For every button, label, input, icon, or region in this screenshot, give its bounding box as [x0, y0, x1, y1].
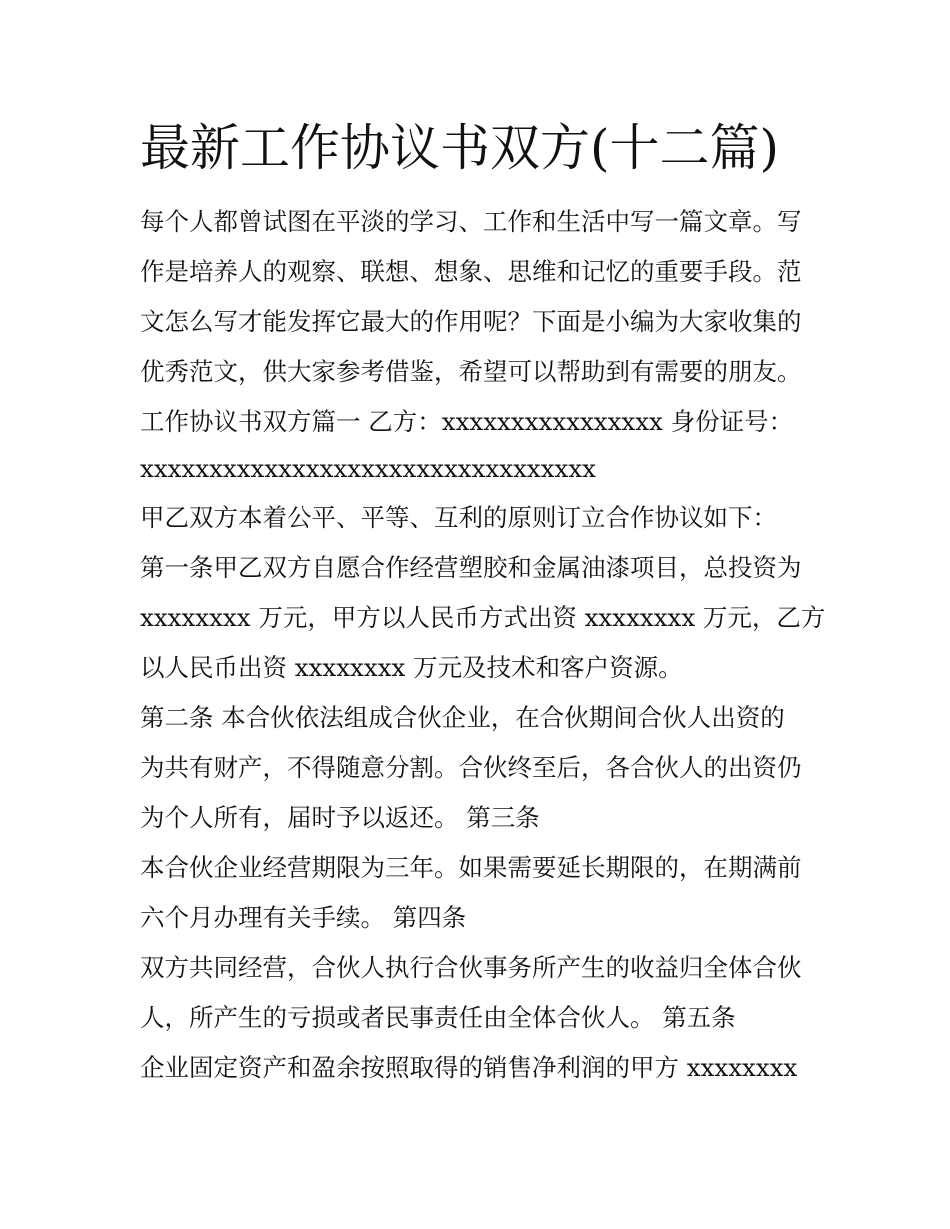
paragraph-line: xxxxxxxx 万元，甲方以人民币方式出资 xxxxxxxx 万元，乙方	[140, 603, 826, 632]
paragraph-line: 第一条甲乙双方自愿合作经营塑胶和金属油漆项目，总投资为	[140, 553, 802, 582]
paragraph-line: 文怎么写才能发挥它最大的作用呢？下面是小编为大家收集的	[140, 307, 802, 336]
paragraph-line: 以人民币出资 xxxxxxxx 万元及技术和客户资源。	[140, 653, 683, 682]
paragraph-line: 第二条 本合伙依法组成合伙企业，在合伙期间合伙人出资的	[140, 703, 785, 732]
paragraph-line: 双方共同经营，合伙人执行合伙事务所产生的收益归全体合伙	[140, 953, 802, 982]
paragraph-line: 作是培养人的观察、联想、想象、思维和记忆的重要手段。范	[140, 257, 802, 286]
paragraph-line: 人，所产生的亏损或者民事责任由全体合伙人。 第五条	[140, 1003, 736, 1032]
paragraph-line: 每个人都曾试图在平淡的学习、工作和生活中写一篇文章。写	[140, 207, 802, 236]
document-title: 最新工作协议书双方(十二篇)	[140, 119, 780, 177]
paragraph-line: xxxxxxxxxxxxxxxxxxxxxxxxxxxxxxxxx	[140, 454, 596, 483]
paragraph-line: 工作协议书双方篇一 乙方：xxxxxxxxxxxxxxxx 身份证号：	[140, 407, 794, 436]
paragraph-line: 甲乙双方本着公平、平等、互利的原则订立合作协议如下：	[140, 503, 777, 532]
paragraph-line: 为共有财产，不得随意分割。合伙终至后，各合伙人的出资仍	[140, 753, 802, 782]
paragraph-line: 优秀范文，供大家参考借鉴，希望可以帮助到有需要的朋友。	[140, 357, 802, 386]
paragraph-line: 本合伙企业经营期限为三年。如果需要延长期限的，在期满前	[140, 853, 802, 882]
paragraph-line: 企业固定资产和盈余按照取得的销售净利润的甲方 xxxxxxxx	[140, 1053, 798, 1082]
paragraph-line: 为个人所有，届时予以返还。 第三条	[140, 803, 540, 832]
paragraph-line: 六个月办理有关手续。 第四条	[140, 903, 467, 932]
